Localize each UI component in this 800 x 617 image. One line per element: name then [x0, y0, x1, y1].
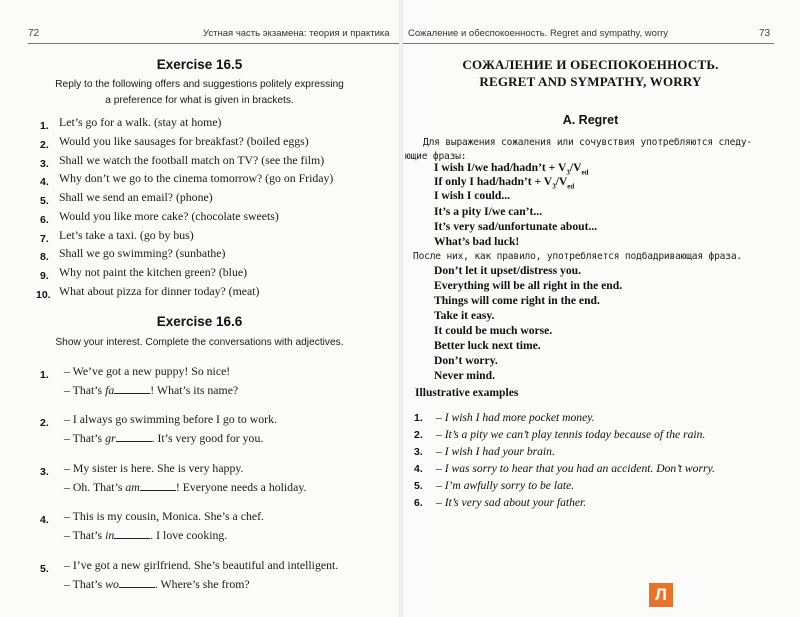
right-running-header: Сожаление и обеспокоенность. Regret and sympathy, worry — [408, 28, 669, 39]
dialog-line: – That’s fa ! What’s its name? — [64, 383, 239, 397]
intro-text-line1: Для выражения сожаления или сочувствия употребляются следу- — [423, 137, 752, 148]
example-text: – I wish I had more pocket money. — [436, 411, 595, 424]
hint-letters: am — [125, 480, 140, 494]
example-text: – I was sorry to hear that you had an accident. Don’t worry. — [436, 462, 715, 475]
list-item: 9. — [40, 270, 49, 282]
left-running-header: Устная часть экзамена: теория и практика — [203, 28, 390, 39]
phrase-line: It’s very sad/unfortunate about... — [434, 220, 598, 233]
list-item-text: Why not paint the kitchen green? (blue) — [59, 265, 248, 279]
exercise-16-6-instruction: Show your interest. Complete the conversations with adjectives. — [55, 337, 344, 348]
dialog-line: – I always go swimming before I go to work. — [64, 412, 277, 426]
list-item-text: Why don’t we go to the cinema tomorrow? (go on Friday) — [59, 171, 334, 185]
hint-letters: gr — [105, 431, 116, 445]
list-item-text: Shall we go swimming? (sunbathe) — [59, 246, 226, 260]
phrase-line: Take it easy. — [434, 309, 495, 322]
list-item: 6. — [40, 214, 49, 226]
phrase-line: I wish I could... — [434, 189, 511, 202]
phrase-line: I wish I/we had/hadn’t + $V_3/V_{ed}$ — [434, 161, 589, 177]
list-item: 1. — [414, 412, 423, 424]
list-item: 1. — [40, 369, 49, 381]
list-item: 3. — [40, 158, 49, 170]
list-item-text: What about pizza for dinner today? (meat) — [59, 284, 260, 298]
list-item: 4. — [40, 514, 49, 526]
list-item: 5. — [414, 480, 423, 492]
phrase-line: Don’t let it upset/distress you. — [434, 264, 581, 277]
page-title-ru: СОЖАЛЕНИЕ И ОБЕСПОКОЕННОСТЬ. — [462, 57, 719, 72]
list-item: 1. — [40, 120, 49, 132]
left-header-rule — [28, 43, 399, 44]
answer-blank[interactable] — [119, 577, 155, 588]
dialog-line: – That’s gr . It’s very good for you. — [64, 431, 264, 445]
list-item-text: Let’s take a taxi. (go by bus) — [59, 228, 194, 242]
list-item: 7. — [40, 233, 49, 245]
answer-blank[interactable] — [140, 480, 176, 491]
exercise-16-6-title: Exercise 16.6 — [156, 314, 243, 329]
example-text: – I’m awfully sorry to be late. — [436, 479, 575, 492]
list-item: 2. — [40, 417, 49, 429]
phrase-line: What’s bad luck! — [434, 235, 520, 248]
list-item: 4. — [40, 176, 49, 188]
list-item: 8. — [40, 251, 49, 263]
list-item: 5. — [40, 563, 49, 575]
answer-blank[interactable] — [114, 528, 150, 539]
example-text: – It’s very sad about your father. — [436, 496, 587, 509]
phrase-line: It’s a pity I/we can’t... — [434, 205, 543, 218]
list-item: 6. — [414, 497, 423, 509]
example-text: – It’s a pity we can’t play tennis today because of the rain. — [436, 428, 706, 441]
list-item: 3. — [40, 466, 49, 478]
after-note: После них, как правило, употребляется подбадривающая фраза. — [413, 251, 742, 262]
list-item: 5. — [40, 195, 49, 207]
answer-blank[interactable] — [116, 431, 152, 442]
phrase-line: Things will come right in the end. — [434, 294, 600, 307]
left-page — [0, 0, 399, 617]
list-item-text: Shall we watch the football match on TV? (see the film) — [59, 153, 325, 167]
right-header-rule — [403, 43, 774, 44]
page-title-en: REGRET AND SYMPATHY, WORRY — [479, 74, 702, 89]
dialog-line: – My sister is here. She is very happy. — [64, 461, 244, 475]
hint-letters: in — [105, 528, 115, 542]
phrase-line: Better luck next time. — [434, 339, 541, 352]
dialog-line: – That’s in . I love cooking. — [64, 528, 228, 542]
list-item: 2. — [40, 139, 49, 151]
exercise-16-5-title: Exercise 16.5 — [156, 57, 243, 72]
answer-blank[interactable] — [114, 383, 150, 394]
list-item-text: Shall we send an email? (phone) — [59, 190, 213, 204]
phrase-line: If only I had/hadn’t + $V_3/V_{ed}$ — [434, 175, 575, 191]
dialog-line: – I’ve got a new girlfriend. She’s beautiful and intelligent. — [64, 558, 339, 572]
illustrative-heading: Illustrative examples — [415, 386, 519, 399]
dialog-line: – That’s wo . Where’s she from? — [64, 577, 250, 591]
phrase-line: Don’t worry. — [434, 354, 498, 367]
dialog-line: – We’ve got a new puppy! So nice! — [64, 364, 231, 378]
right-page-number: 73 — [759, 28, 771, 39]
phrase-line: Never mind. — [434, 369, 495, 382]
section-title: A. Regret — [562, 113, 619, 127]
exercise-16-5-instruction-1: Reply to the following offers and suggestions politely expressing — [55, 79, 344, 90]
list-item: 2. — [414, 429, 423, 441]
list-item-text: Would you like sausages for breakfast? (boiled eggs) — [59, 134, 309, 148]
dialog-line: – This is my cousin, Monica. She’s a chef. — [64, 509, 264, 523]
list-item-text: Would you like more cake? (chocolate sweets) — [59, 209, 279, 223]
publisher-logo: Л — [649, 583, 673, 607]
phrase-line: Everything will be all right in the end. — [434, 279, 623, 292]
phrase-line: It could be much worse. — [434, 324, 553, 337]
hint-letters: wo — [105, 577, 119, 591]
list-item: 10. — [36, 289, 51, 301]
intro-text-line2: ющие фразы: — [405, 151, 467, 162]
list-item-text: Let’s go for a walk. (stay at home) — [59, 115, 222, 129]
dialog-line: – Oh. That’s am ! Everyone needs a holiday. — [64, 480, 307, 494]
right-page — [403, 0, 800, 617]
left-page-number: 72 — [28, 28, 40, 39]
exercise-16-5-instruction-2: a preference for what is given in brackets. — [105, 95, 294, 106]
list-item: 3. — [414, 446, 423, 458]
list-item: 4. — [414, 463, 423, 475]
example-text: – I wish I had your brain. — [436, 445, 555, 458]
hint-letters: fa — [105, 383, 115, 397]
